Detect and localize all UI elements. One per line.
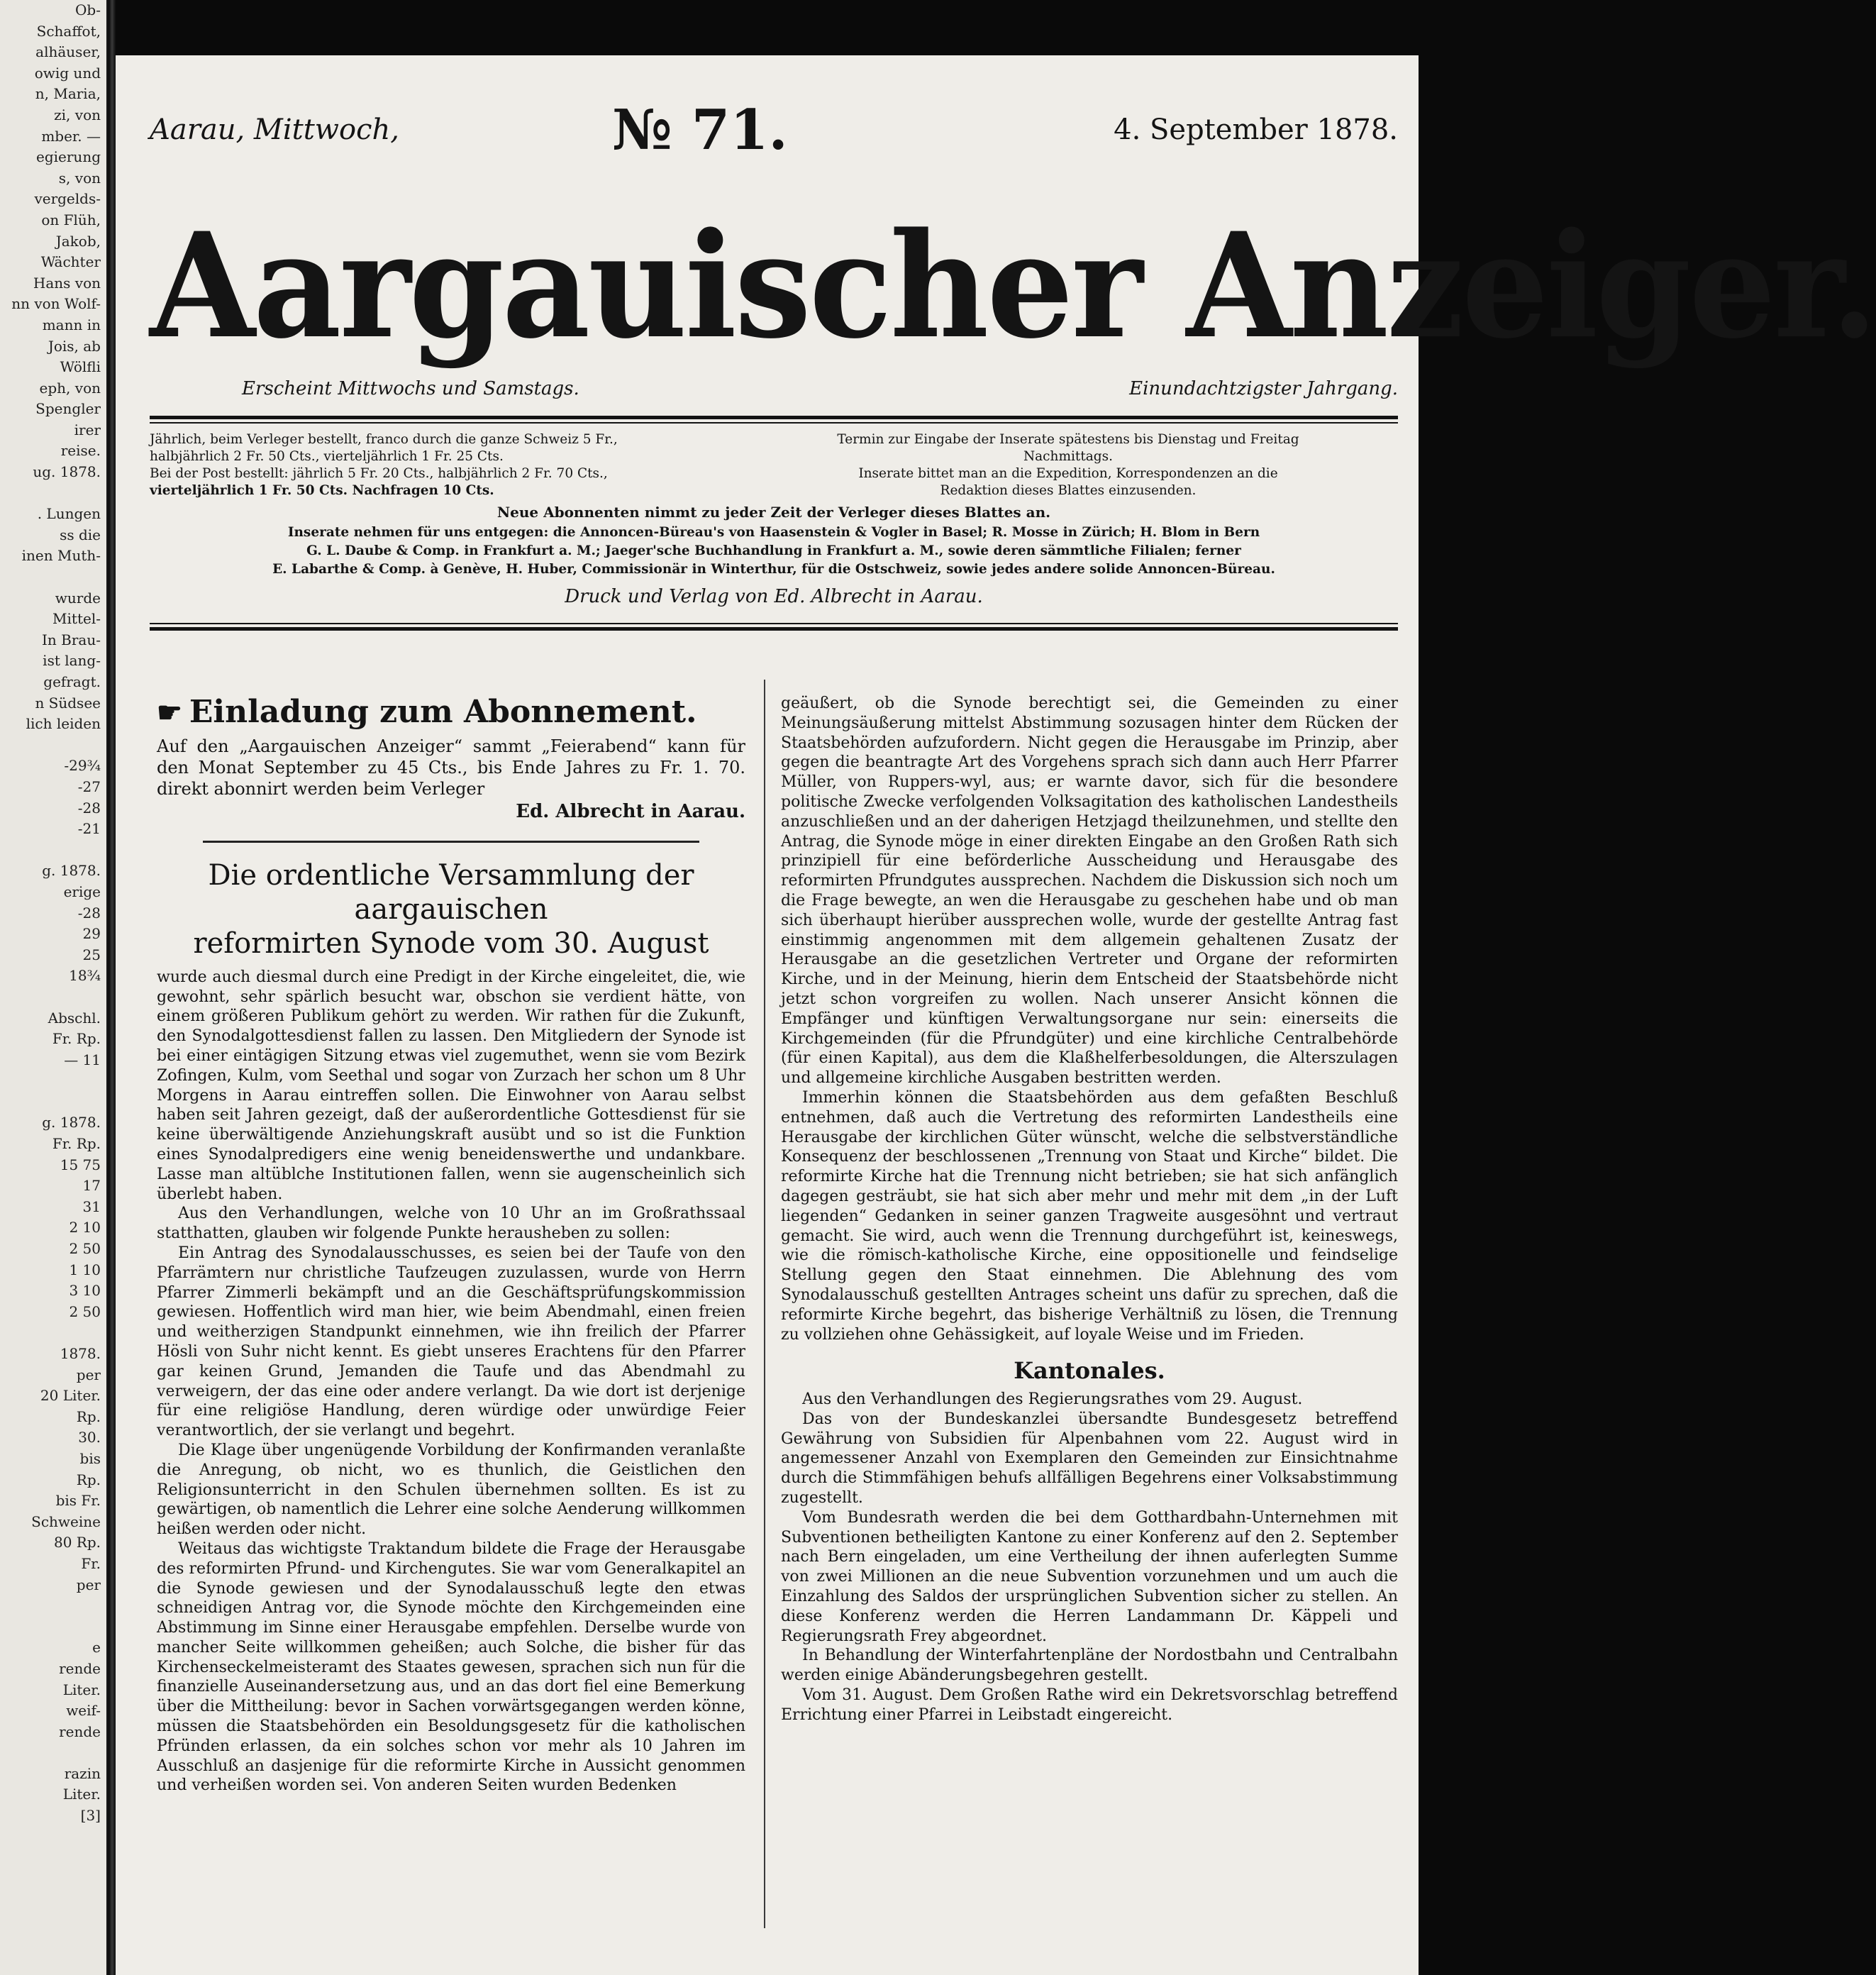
column-divider (764, 680, 765, 1928)
header-rule-thin (150, 422, 1398, 424)
prev-page-text-fragment: reise. (60, 442, 101, 460)
prev-page-text-fragment: per (76, 1366, 101, 1383)
prev-page-text-fragment: Abschl. (48, 1009, 101, 1027)
prev-page-text-fragment: Fr. Rp. (52, 1135, 101, 1153)
prev-page-text-fragment: . Lungen (37, 505, 101, 523)
pointing-hand-icon: ☛ (157, 696, 182, 729)
prev-page-text-fragment (0, 987, 106, 1008)
prev-page-text-fragment: per (76, 1576, 101, 1593)
prev-page-text-fragment: Schaffot, (36, 22, 101, 40)
prev-page-text-fragment: weif- (66, 1702, 101, 1720)
header-rule (150, 416, 1398, 419)
issue-number: № 71. (612, 98, 788, 162)
prev-page-text-fragment: — 11 (64, 1051, 101, 1068)
prev-page-text-fragment: 31 (82, 1197, 101, 1215)
article-paragraph: Weitaus das wichtigste Traktandum bildete die Frage der Herausgabe des reformirten Pfrund- und Kirchengutes. Sie war vom Generalkapitel an die Synode gewiesen und der Synodalausschuß legte den etwas schneidigen Antrag vor, die Synode möchte den Kirchgemeinden eine Abstimmung im Sinne einer Herausgabe empfehlen. Derselbe wurde von mancher Seite willkommen geheißen; auch Solche, die bisher für das Kirchenseckelmeisteramt des Staates gewesen, sprachen sich nun für die finanzielle Auseinandersetzung aus, und an das dort fiel eine Bemerkung über die Mittheilung: bevor in Sachen vorwärtsgegangen werden könne, müssen die Staatsbehörden ein Besoldungsgesetz für die katholischen Pfründen erlassen, da ein solches schon vor mehr als 10 Jahren im Ausschluß an dasjenige für die reformirte Kirche in Aussicht genommen und verheißen worden sei. Von anderen Seiten wurden Bedenken (157, 1539, 745, 1795)
prev-page-text-fragment: Liter. (62, 1681, 101, 1698)
volume-year: Einundachtzigster Jahrgang. (1129, 378, 1398, 399)
prev-page-text-fragment: 80 Rp. (53, 1534, 101, 1551)
cantonal-paragraph: Vom 31. August. Dem Großen Rathe wird ein Dekretsvorschlag betreffend Errichtung einer Pfarrei in Leibstadt eingereicht. (781, 1686, 1398, 1724)
article-paragraph: wurde auch diesmal durch eine Predigt in der Kirche eingeleitet, die, wie gewohnt, sehr spärlich besucht war, obschon sie verdient hätte, von einem größeren Publikum gehört zu werden. Wir rathen für die Zukunft, den Synodalgottesdienst fallen zu lassen. Den Mitgliedern der Synode ist bei einer eintägigen Sitzung etwas viel zugemuthet, wenn sie vom Bezirk Zofingen, Kulm, vom Seethal und sogar von Zurzach her schon um 8 Uhr Morgens in Aarau eintreffen sollen. Die Einwohner von Aarau selbst haben seit Jahren gezeigt, daß der außerordentliche Gottesdienst für sie keine überwältigende Anziehungskraft ausübt und so ist die Funktion eines Synodalpredigers eine wenig beneidenswerthe und undankbare. Lasse man altüblche Institutionen fallen, wenn sie augenscheinlich sich überlebt haben. (157, 968, 745, 1203)
prev-page-text-fragment: rende (59, 1659, 101, 1677)
prev-page-text-fragment (0, 1322, 106, 1344)
insertion-deadline: Termin zur Eingabe der Inserate spätestens bis Dienstag und Freitag Nachmittags. Inserate bittet man an die Expedition, Korrespondenzen an die Redaktion dieses Blattes einzusenden. (837, 432, 1299, 498)
prev-page-text-fragment: ug. 1878. (33, 463, 101, 481)
page-gutter (109, 0, 116, 1975)
prev-page-text-fragment: 2 10 (69, 1219, 101, 1237)
prev-page-text-fragment: bis (79, 1449, 101, 1467)
prev-page-text-fragment: mann in (42, 316, 101, 333)
prev-page-text-fragment: Schweine (31, 1512, 101, 1530)
prev-page-text-fragment: [3] (80, 1807, 101, 1825)
prev-page-text-fragment: Wächter (40, 253, 101, 271)
prev-page-text-fragment: Wölfli (60, 358, 101, 376)
prev-page-text-fragment: Ob- (75, 1, 101, 18)
issue-date: 4. September 1878. (1114, 114, 1398, 146)
prev-page-text-fragment: irer (74, 421, 101, 438)
prev-page-text-fragment: e (92, 1639, 101, 1656)
prev-page-text-fragment: Fr. (81, 1554, 101, 1572)
prev-page-text-fragment: 25 (82, 946, 101, 963)
prev-page-text-fragment: owig und (34, 64, 101, 82)
prev-page-text-fragment: 2 50 (69, 1240, 101, 1258)
cantonal-paragraph: Das von der Bundeskanzlei übersandte Bundesgesetz betreffend Gewährung von Subsidien für Alpenbahnen vom 22. August wird in angemessener Anzahl von Exemplaren den Gemeinden zur Einsichtnahme durch die Stimmfähigen behufs allfälligen Begehrens einer Volksabstimmung zugestellt. (781, 1410, 1398, 1507)
prev-page-text-fragment (0, 567, 106, 588)
prev-page-text-fragment: Jois, ab (48, 337, 101, 355)
prev-page-text-fragment: mber. — (41, 127, 101, 145)
prev-page-text-fragment: rende (59, 1722, 101, 1740)
prev-page-text-fragment: -21 (77, 820, 101, 838)
cantonal-paragraph: In Behandlung der Winterfahrtenpläne der Nordostbahn und Centralbahn werden einige Abänderungsbegehren gestellt. (781, 1647, 1398, 1685)
prev-page-text-fragment: 1878. (60, 1345, 101, 1362)
masthead-subline (150, 378, 1398, 409)
prev-page-text-fragment: ss die (60, 526, 101, 543)
prev-page-text-fragment (0, 840, 106, 861)
prev-page-text-fragment: 29 (82, 925, 101, 943)
prev-page-text-fragment (0, 1071, 106, 1092)
prev-page-text-fragment: 18¾ (69, 967, 101, 985)
prev-page-text-fragment: s, von (58, 169, 101, 187)
article-paragraph: Die Klage über ungenügende Vorbildung der Konfirmanden veranlaßte die Anregung, ob nicht, wo es thunlich, die Geistlichen den Religionsunterricht in den Schulen übernehmen sollten. Es ist zu gewärtigen, ob namentlich die Lehrer eine solche Aenderung willkommen heißen werden oder nicht. (157, 1441, 745, 1539)
prev-page-text-fragment: on Flüh, (41, 211, 101, 228)
article-paragraph: Immerhin können die Staatsbehörden aus dem gefaßten Beschluß entnehmen, daß auch die Vertretung des reformirten Landestheils eine Herausgabe der kirchlichen Güter wünscht, welche die selbstverständliche Konsequenz der beschlossenen „Trennung von Staat und Kirche“ bildet. Die reformirte Kirche hat die Trennung nicht betrieben; sie hat sich anfänglich dagegen gesträubt, sie hat sich aber mehr und mehr mit dem „in der Luft liegenden“ Gedanken in seiner ganzen Tragweite ausgesöhnt und vertraut gemacht. Sie wird, auch wenn die Trennung durchgeführt ist, keineswegs, wie die römisch-katholische Kirche, eine oppositionelle und feindselige Stellung gegen den Staat einnehmen. Die Ablehnung des vom Synodalausschuß gestellten Antrages scheint uns dafür zu sprechen, daß die reformirte Kirche begehrt, das bisherige Verhältniß zu lösen, die Trennung zu vollziehen ohne Gehässigkeit, auf loyale Weise und im Frieden. (781, 1088, 1398, 1344)
cantonal-heading: Kantonales. (1014, 1357, 1165, 1385)
article-paragraph: geäußert, ob die Synode berechtigt sei, die Gemeinden zu einer Meinungsäußerung mittelst Abstimmung sozusagen hinter dem Rücken der Staatsbehörden aufzufordern. Nicht gegen die Herausgabe im Prinzip, aber gegen die beantragte Art des Vorgehens sprach sich dann auch Herr Pfarrer Müller, von Ruppers-wyl, aus; er warnte davor, sich für die besondere politische Zwecke verfolgenden Volksagitation des katholischen Landestheils anzuschließen und an der daherigen Hetzjagd theilzunehmen, und stellte den Antrag, die Synode möge in einer direkten Eingabe an den Großen Rath sich prinzipiell für eine beförderliche Ausscheidung und Herausgabe des reformirten Pfrundgutes aussprechen. Nachdem die Diskussion sich noch um die Frage bewegte, an wen die Herausgabe zu geschehen habe und ob man sich überhaupt hierüber aussprechen wolle, wurde der gestellte Antrag fast einstimmig angenommen mit dem allgemein gehaltenen Zusatz der Herausgabe an die gesetzlichen Vertreter und Organe der reformirten Kirche, und in der Meinung, hierin dem Entscheid der Staatsbehörde nicht jetzt schon vorgreifen zu wollen. Nach unserer Ansicht können die Empfänger und künftigen Verwaltungsorgane nur sein: einerseits die Kirchgemeinden (für die Pfrundgüter) und eine kirchliche Centralbehörde (für einen Kapital), aus dem die Klaßhelferbesoldungen, die Alterszulagen und allgemeine kirchliche Ausgaben bestritten werden. (781, 695, 1398, 1088)
prev-page-text-fragment: ist lang- (43, 652, 101, 670)
printer-rule (150, 623, 1398, 624)
article-title: Die ordentliche Versammlung der aargauischen reformirten Synode vom 30. August (193, 858, 709, 960)
prev-page-text-fragment (0, 1595, 106, 1617)
prev-page-text-fragment: -28 (77, 799, 101, 817)
prev-page-text-fragment (0, 1617, 106, 1638)
prev-page-text-fragment (0, 1092, 106, 1113)
prev-page-text-fragment: 30. (78, 1429, 101, 1446)
cantonal-paragraph: Aus den Verhandlungen des Regierungsrathes vom 29. August. (802, 1390, 1303, 1409)
prev-page-text-fragment: 20 Liter. (40, 1387, 101, 1405)
prev-page-text-fragment (0, 1742, 106, 1764)
prev-page-text-fragment: 3 10 (69, 1282, 101, 1300)
subscription-invitation-title: ☛ Einladung zum Abonnement. (157, 694, 697, 730)
prev-page-text-fragment: g. 1878. (42, 862, 101, 880)
prev-page-text-fragment: bis Fr. (55, 1492, 101, 1510)
dateline (150, 98, 1398, 162)
place-day: Aarau, Mittwoch, (150, 114, 399, 146)
subscription-invitation-text: Auf den „Aargauischen Anzeiger“ sammt „Feierabend“ kann für den Monat September zu 45 Cts., bis Ende Jahres zu Fr. 1. 70. direkt abonnirt werden beim Verleger (157, 736, 745, 799)
article-paragraph: Ein Antrag des Synodalausschusses, es seien bei der Taufe von den Pfarrämtern nur christliche Taufzeugen zuzulassen, wurde von Herrn Pfarrer Zimmerli bekämpft und an die Geschäftsprüfungskommission gewiesen. Hoffentlich wird man hier, wie beim Abendmahl, einen freien und weitherzigen Standpunkt einnehmen, wie ihn freilich der Pfarrer Hösli von Suhr nicht kennt. Es giebt unseres Erachtens für den Pfarrer gar keinen Grund, Jemanden die Taufe und das Abendmahl zu verweigern, der das eine oder andere verlangt. Da wie dort ist derjenige für eine religiöse Handlung, deren würdige oder unwürdige Feier verantwortlich, der sie verlangt und begehrt. (157, 1244, 745, 1440)
prev-page-text-fragment: alhäuser, (35, 43, 101, 61)
prev-page-text-fragment: Hans von (33, 274, 101, 292)
new-subscribers-notice: Neue Abonnenten nimmt zu jeder Zeit der Verleger dieses Blattes an. (496, 504, 1051, 521)
prev-page-text-fragment: Mittel- (52, 610, 101, 628)
prev-page-text-fragment: wurde (55, 589, 101, 607)
publisher-signature: Ed. Albrecht in Aarau. (516, 801, 745, 822)
prev-page-text-fragment: Spengler (35, 400, 101, 418)
prev-page-text-fragment: Jakob, (55, 232, 101, 250)
printer-rule-thick (150, 627, 1398, 631)
subscription-prices: Jährlich, beim Verleger bestellt, franco durch die ganze Schweiz 5 Fr., halbjährlich 2 Fr. 50 Cts., vierteljährlich 1 Fr. 25 Cts. Bei der Post bestellt: jährlich 5 Fr. 20 Cts., halbjährlich 2 Fr. 70 Cts., vierteljährlich 1 Fr. 50 Cts. Nachfragen 10 Cts. (150, 432, 618, 498)
prev-page-text-fragment (0, 735, 106, 756)
prev-page-text-fragment: -27 (77, 778, 101, 795)
masthead-title: Aargauischer Anzeiger. (150, 201, 1876, 371)
prev-page-text-fragment: g. 1878. (42, 1114, 101, 1132)
article-separator (203, 841, 699, 843)
column-left (157, 694, 745, 1796)
prev-page-text-fragment: 15 75 (60, 1156, 101, 1173)
prev-page-text-fragment: vergelds- (34, 190, 101, 208)
prev-page-text-fragment: razin (64, 1764, 101, 1782)
prev-page-text-fragment: In Brau- (42, 631, 101, 648)
prev-page-text-fragment: zi, von (54, 106, 101, 123)
cantonal-paragraph: Vom Bundesrath werden die bei dem Gotthardbahn-Unternehmen mit Subventionen betheiligten Kantone zu einer Konferenz auf den 2. September nach Bern eingeladen, um eine Vertheilung der ihnen auferlegten Summe von zwei Millionen an die neue Subvention vorzunehmen und um auch die Einzahlung des Saldos der ursprünglichen Subvention sicher zu stellen. An diese Konferenz werden die Herren Landammann Dr. Käppeli und Regierungsrath Frey abgeordnet. (781, 1508, 1398, 1645)
ad-agencies: Inserate nehmen für uns entgegen: die Annoncen-Büreau's von Haasenstein & Vogler in Basel; R. Mosse in Zürich; H. Blom in Bern G. L. Daube & Comp. in Frankfurt a. M.; Jaeger'sche Buchhandlung in Frankfurt a. M., sowie deren sämmtliche Filialen; ferner E. Labarthe & Comp. à Genève, H. Huber, Commissionär in Winterthur, für die Ostschweiz, sowie jedes andere solide Annoncen-Büreau. (272, 525, 1275, 577)
prev-page-text-fragment: 1 10 (69, 1261, 101, 1278)
prev-page-text-fragment: egierung (36, 148, 101, 166)
prev-page-text-fragment: Liter. (62, 1786, 101, 1803)
prev-page-text-fragment: erige (63, 883, 101, 900)
prev-page-text-fragment: gefragt. (43, 673, 101, 690)
prev-page-text-fragment: Fr. Rp. (52, 1030, 101, 1048)
prev-page-text-fragment: eph, von (39, 379, 101, 397)
article-paragraph: Aus den Verhandlungen, welche von 10 Uhr an im Großrathssaal statthatten, glauben wir folgende Punkte herausheben zu sollen: (157, 1205, 745, 1243)
printer-line: Druck und Verlag von Ed. Albrecht in Aarau. (565, 586, 983, 607)
prev-page-text-fragment: -28 (77, 904, 101, 922)
prev-page-text-fragment: lich leiden (26, 715, 101, 733)
prev-page-text-fragment: inen Muth- (21, 547, 101, 565)
prev-page-text-fragment (0, 483, 106, 504)
newspaper-page (116, 55, 1876, 1975)
prev-page-text-fragment: 17 (82, 1177, 101, 1195)
prev-page-text-fragment: nn von Wolf- (11, 295, 101, 313)
previous-page-fragment (0, 0, 109, 1975)
column-right (781, 694, 1398, 1725)
prev-page-text-fragment: Rp. (76, 1471, 101, 1488)
prev-page-text-fragment: n Südsee (35, 694, 101, 712)
prev-page-text-fragment: 2 50 (69, 1302, 101, 1320)
prev-page-text-fragment: Rp. (76, 1407, 101, 1425)
prev-page-text-fragment: -29¾ (64, 757, 101, 775)
prev-page-text-fragment: n, Maria, (35, 85, 101, 103)
publication-schedule: Erscheint Mittwochs und Samstags. (242, 378, 579, 399)
